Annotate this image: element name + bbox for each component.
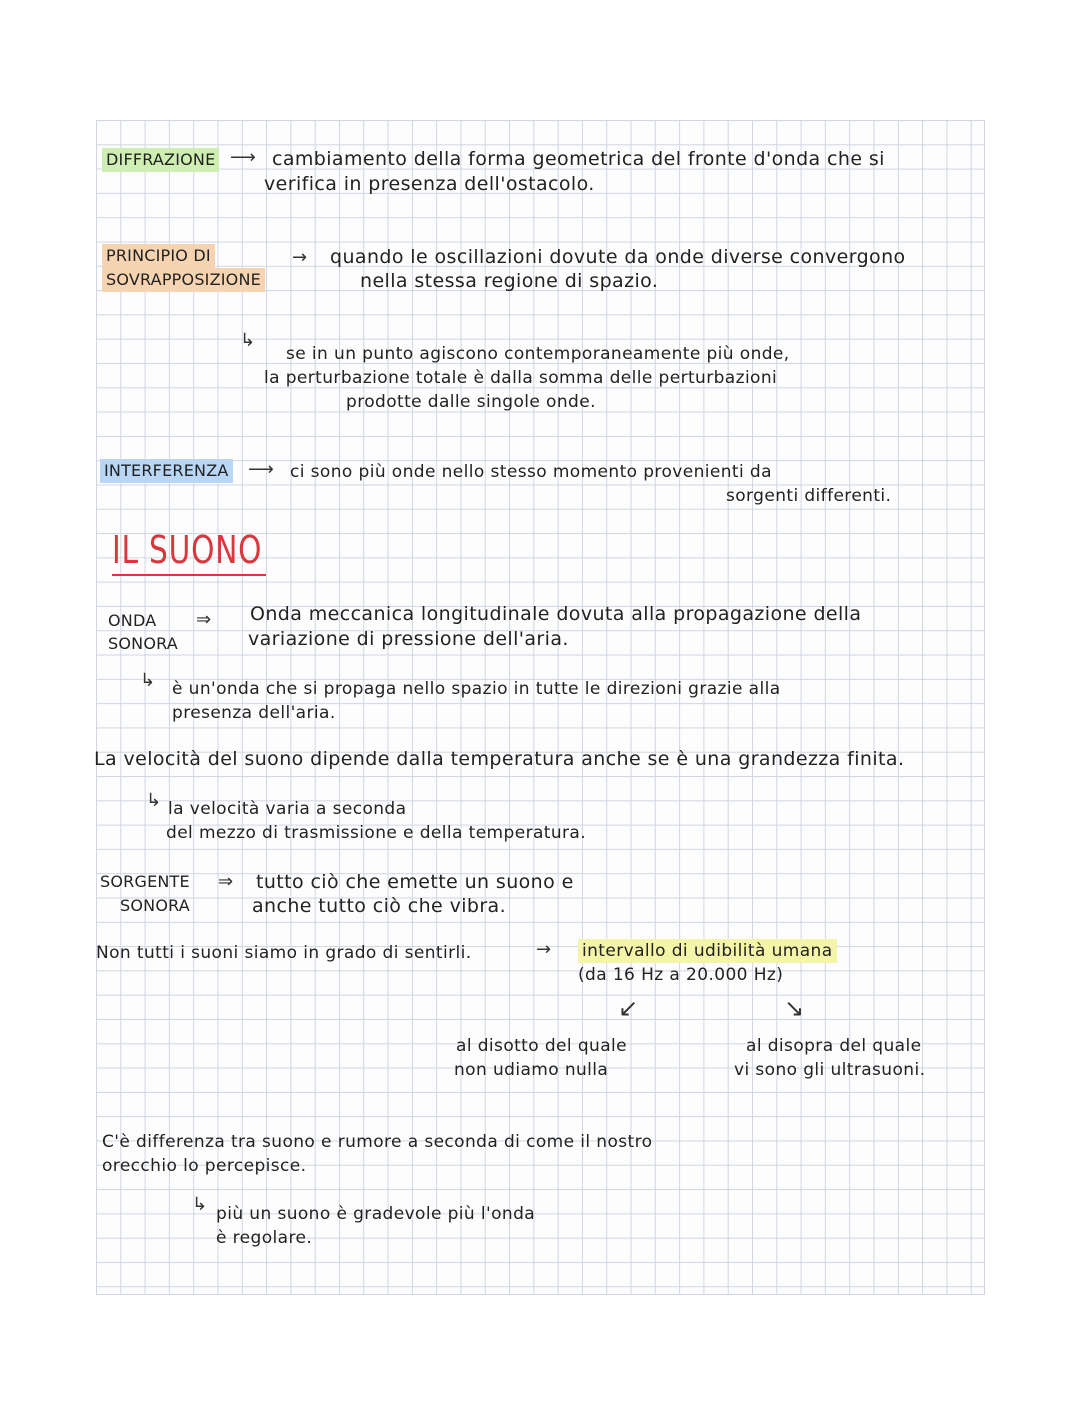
udibilita-text: Non tutti i suoni siamo in grado di sentirli. [96, 943, 472, 963]
rumore-text-2: orecchio lo percepisce. [102, 1156, 307, 1176]
udibilita-above-2: vi sono gli ultrasuoni. [734, 1060, 926, 1080]
term-onda: ONDA [108, 611, 157, 630]
term-sovrapposizione: SOVRAPPOSIZIONE [102, 268, 265, 292]
diffrazione-text-2: verifica in presenza dell'ostacolo. [264, 173, 595, 195]
udibilita-range: (da 16 Hz a 20.000 Hz) [578, 965, 784, 985]
hook-arrow-icon: ↳ [240, 330, 256, 351]
velocita-sub-2: del mezzo di trasmissione e della temperatura. [166, 823, 587, 843]
interferenza-text-2: sorgenti differenti. [726, 486, 892, 506]
udibilita-below-2: non udiamo nulla [454, 1060, 609, 1080]
term-principio-di: PRINCIPIO DI [102, 244, 215, 268]
term-sonora-2: SONORA [120, 896, 190, 915]
sovrapposizione-text-1: quando le oscillazioni dovute da onde diverse convergono [330, 246, 906, 268]
double-arrow-icon: ⇒ [218, 871, 234, 892]
onda-sonora-text-1: Onda meccanica longitudinale dovuta alla propagazione della [250, 603, 862, 625]
hook-arrow-icon: ↳ [192, 1194, 208, 1215]
arrow-down-right-icon: ↘ [784, 994, 805, 1022]
sovrapposizione-text-2: nella stessa regione di spazio. [360, 270, 659, 292]
onda-sonora-sub-1: è un'onda che si propaga nello spazio in tutte le direzioni grazie alla [172, 679, 781, 699]
term-interferenza: INTERFERENZA [100, 459, 233, 483]
sorgente-text-1: tutto ciò che emette un suono e [256, 871, 574, 893]
rumore-sub-2: è regolare. [216, 1228, 313, 1248]
sorgente-text-2: anche tutto ciò che vibra. [252, 895, 507, 917]
onda-sonora-text-2: variazione di pressione dell'aria. [248, 628, 569, 650]
title-underline [112, 574, 266, 576]
arrow-right-icon: ⟶ [230, 147, 256, 168]
velocita-text: La velocità del suono dipende dalla temperatura anche se è una grandezza finita. [94, 748, 905, 770]
arrow-right-icon: ⟶ [248, 459, 274, 480]
rumore-sub-1: più un suono è gradevole più l'onda [216, 1204, 536, 1224]
term-sorgente: SORGENTE [100, 872, 190, 891]
udibilita-highlight: intervallo di udibilità umana [578, 939, 837, 963]
interferenza-text-1: ci sono più onde nello stesso momento provenienti da [290, 462, 772, 482]
onda-sonora-sub-2: presenza dell'aria. [172, 703, 336, 723]
udibilita-below-1: al disotto del quale [456, 1036, 627, 1056]
term-diffrazione: DIFFRAZIONE [102, 148, 219, 172]
sovrapposizione-sub-3: prodotte dalle singole onde. [346, 392, 596, 412]
arrow-right-icon: → [292, 247, 308, 268]
term-sonora: SONORA [108, 634, 178, 653]
sovrapposizione-sub-1: se in un punto agiscono contemporaneamente più onde, [286, 344, 790, 364]
arrow-down-left-icon: ↙ [618, 994, 639, 1022]
double-arrow-icon: ⇒ [196, 609, 212, 630]
hook-arrow-icon: ↳ [146, 790, 162, 811]
rumore-text-1: C'è differenza tra suono e rumore a seconda di come il nostro [102, 1132, 653, 1152]
section-title-suono: IL SUONO [112, 528, 263, 572]
hook-arrow-icon: ↳ [140, 670, 156, 691]
velocita-sub-1: la velocità varia a seconda [168, 799, 407, 819]
sovrapposizione-sub-2: la perturbazione totale è dalla somma delle perturbazioni [264, 368, 778, 388]
udibilita-above-1: al disopra del quale [746, 1036, 922, 1056]
diffrazione-text-1: cambiamento della forma geometrica del fronte d'onda che si [272, 148, 885, 170]
arrow-right-icon: → [536, 939, 552, 960]
